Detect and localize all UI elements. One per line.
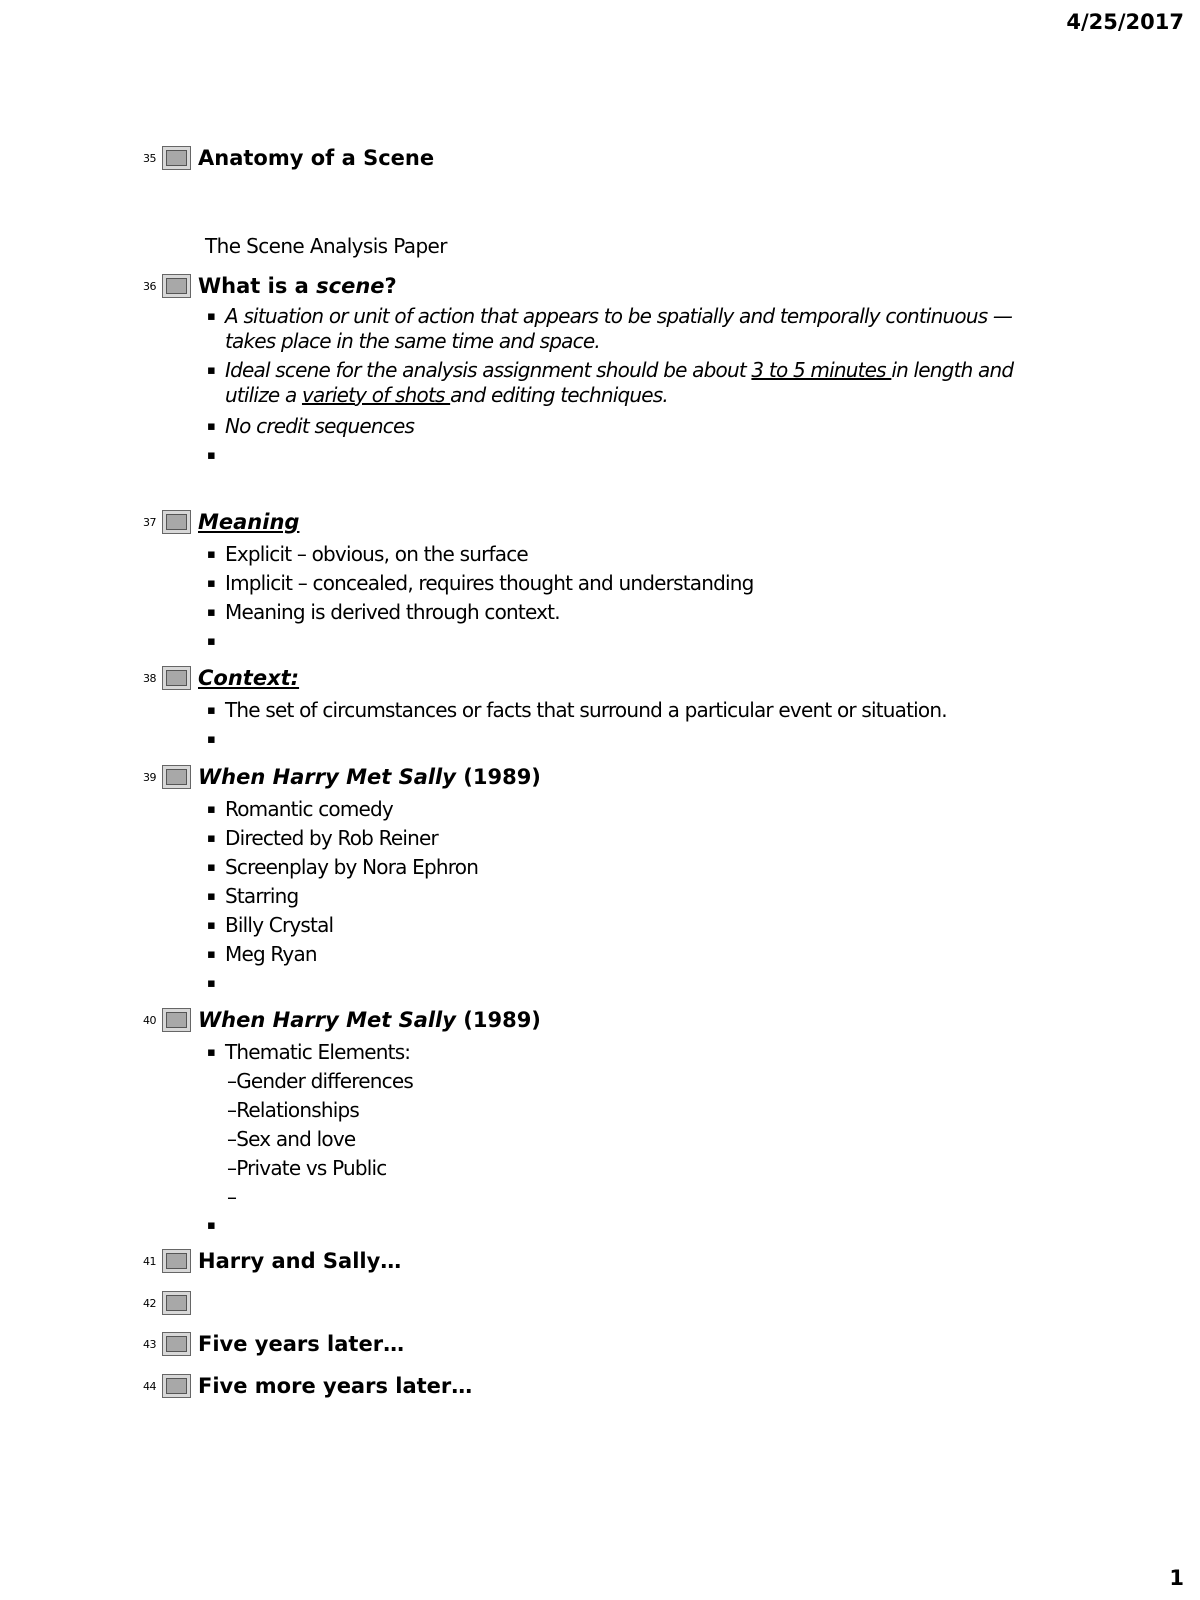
slide-title: Meaning bbox=[198, 510, 300, 534]
sub-list-item: –Sex and love bbox=[227, 1127, 356, 1151]
slide-title: When Harry Met Sally (1989) bbox=[198, 765, 541, 789]
slide-41-heading bbox=[143, 1249, 401, 1273]
sub-list-item: –Gender differences bbox=[227, 1069, 413, 1093]
slide-thumbnail-icon bbox=[162, 510, 191, 534]
slide-36-bullets bbox=[207, 304, 1047, 441]
slide-thumbnail-icon bbox=[162, 1008, 191, 1032]
slide-title: Harry and Sally… bbox=[198, 1249, 402, 1273]
slide-number: 42 bbox=[143, 1296, 156, 1310]
slide-37-heading bbox=[143, 510, 299, 534]
slide-35-heading bbox=[143, 146, 434, 170]
slide-38-bullets bbox=[207, 696, 947, 725]
print-date: 4/25/2017 bbox=[1066, 10, 1184, 34]
list-item: ▪ Implicit – concealed, requires thought and understanding bbox=[207, 569, 754, 598]
list-item: ▪ The set of circumstances or facts that surround a particular event or situation. bbox=[207, 696, 947, 725]
slide-thumbnail-icon bbox=[162, 146, 191, 170]
slide-42-heading bbox=[143, 1291, 198, 1315]
slide-thumbnail-icon bbox=[162, 1332, 191, 1356]
page-number: 1 bbox=[1169, 1566, 1184, 1590]
list-item: ▪ Romantic comedy bbox=[207, 795, 478, 824]
slide-number: 41 bbox=[143, 1254, 156, 1268]
list-item: ▪ Meg Ryan bbox=[207, 940, 478, 969]
sub-list-item: –Relationships bbox=[227, 1098, 359, 1122]
slide-thumbnail-icon bbox=[162, 666, 191, 690]
slide-thumbnail-icon bbox=[162, 1291, 191, 1315]
slide-37-bullets bbox=[207, 540, 754, 627]
slide-40-bullets bbox=[207, 1038, 410, 1067]
sub-list-item: –Private vs Public bbox=[227, 1156, 387, 1180]
slide-39-heading bbox=[143, 765, 541, 789]
list-item: ▪ Billy Crystal bbox=[207, 911, 478, 940]
list-item: ▪ No credit sequences bbox=[207, 412, 1047, 441]
slide-title: What is a scene? bbox=[198, 274, 397, 298]
slide-thumbnail-icon bbox=[162, 274, 191, 298]
slide-number: 43 bbox=[143, 1337, 156, 1351]
slide-number: 35 bbox=[143, 151, 156, 165]
slide-title: Five years later… bbox=[198, 1332, 405, 1356]
slide-number: 37 bbox=[143, 515, 156, 529]
list-item: ▪ Ideal scene for the analysis assignment should be about 3 to 5 minutes in length and utilize a variety of shots and editing techniques. bbox=[207, 358, 1047, 408]
slide-44-heading bbox=[143, 1374, 472, 1398]
slide-title: When Harry Met Sally (1989) bbox=[198, 1008, 541, 1032]
slide-38-heading bbox=[143, 666, 299, 690]
list-item: ▪ Thematic Elements: bbox=[207, 1038, 410, 1067]
slide-number: 38 bbox=[143, 671, 156, 685]
slide-43-heading bbox=[143, 1332, 404, 1356]
sub-list-item: – bbox=[227, 1185, 237, 1209]
slide-35-subtitle: The Scene Analysis Paper bbox=[205, 234, 447, 258]
list-item: ▪ Screenplay by Nora Ephron bbox=[207, 853, 478, 882]
slide-title: Context: bbox=[198, 666, 300, 690]
list-item: ▪ Directed by Rob Reiner bbox=[207, 824, 478, 853]
slide-number: 36 bbox=[143, 279, 156, 293]
slide-39-bullets bbox=[207, 795, 478, 969]
slide-title: Anatomy of a Scene bbox=[198, 146, 435, 170]
slide-thumbnail-icon bbox=[162, 765, 191, 789]
list-item: ▪ A situation or unit of action that appears to be spatially and temporally continuous — takes place in the same time and space. bbox=[207, 304, 1047, 354]
list-item: ▪ Explicit – obvious, on the surface bbox=[207, 540, 754, 569]
slide-thumbnail-icon bbox=[162, 1249, 191, 1273]
slide-number: 40 bbox=[143, 1013, 156, 1027]
slide-thumbnail-icon bbox=[162, 1374, 191, 1398]
slide-number: 39 bbox=[143, 770, 156, 784]
slide-number: 44 bbox=[143, 1379, 156, 1393]
slide-40-heading bbox=[143, 1008, 541, 1032]
slide-title: Five more years later… bbox=[198, 1374, 473, 1398]
list-item: ▪ Starring bbox=[207, 882, 478, 911]
list-item: ▪ Meaning is derived through context. bbox=[207, 598, 754, 627]
slide-36-heading bbox=[143, 274, 397, 298]
slide-40-subbullets bbox=[227, 1067, 413, 1212]
